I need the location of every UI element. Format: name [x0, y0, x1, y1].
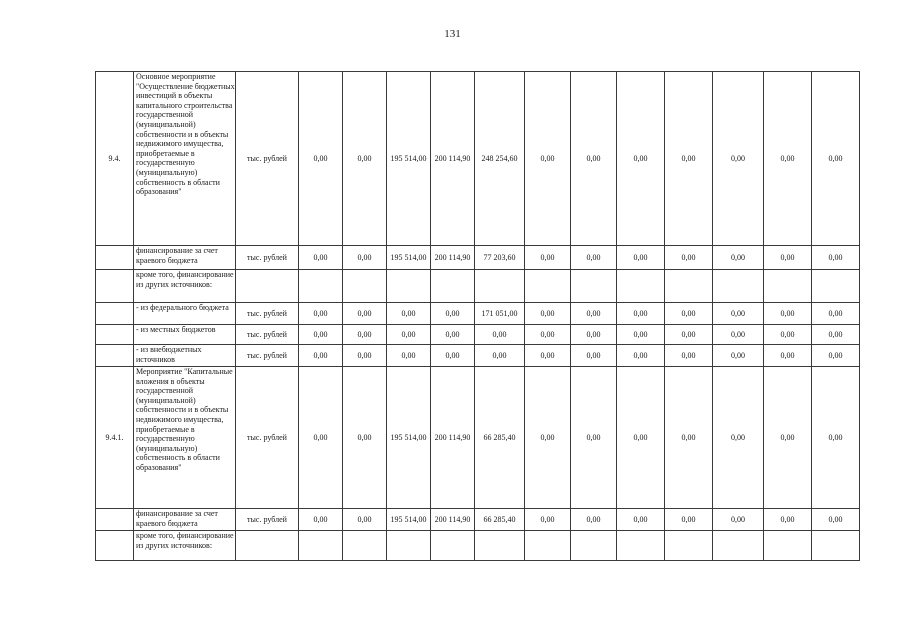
- row-name-cell: - из местных бюджетов: [134, 325, 236, 345]
- value-cell: 0,00: [764, 303, 812, 325]
- value-cell: 195 514,00: [387, 509, 431, 531]
- row-number-cell: [96, 270, 134, 303]
- value-cell: 77 203,60: [475, 246, 525, 270]
- unit-cell: тыс. рублей: [236, 72, 299, 246]
- value-cell: 0,00: [525, 303, 571, 325]
- value-cell: 0,00: [343, 325, 387, 345]
- value-cell: 0,00: [665, 303, 713, 325]
- value-cell: [617, 531, 665, 561]
- value-cell: [764, 270, 812, 303]
- row-number-cell: 9.4.: [96, 72, 134, 246]
- value-cell: 0,00: [299, 367, 343, 509]
- value-cell: 0,00: [431, 303, 475, 325]
- value-cell: 0,00: [764, 345, 812, 367]
- value-cell: 0,00: [812, 345, 860, 367]
- row-number-cell: [96, 303, 134, 325]
- value-cell: 0,00: [713, 367, 764, 509]
- value-cell: 0,00: [571, 345, 617, 367]
- value-cell: 0,00: [713, 325, 764, 345]
- unit-cell: [236, 270, 299, 303]
- value-cell: 0,00: [617, 246, 665, 270]
- value-cell: 0,00: [764, 367, 812, 509]
- value-cell: [431, 531, 475, 561]
- value-cell: 0,00: [525, 72, 571, 246]
- table-row: [96, 367, 860, 509]
- value-cell: 195 514,00: [387, 72, 431, 246]
- value-cell: 0,00: [431, 345, 475, 367]
- value-cell: 0,00: [665, 367, 713, 509]
- row-name-cell: - из федерального бюджета: [134, 303, 236, 325]
- value-cell: [617, 270, 665, 303]
- value-cell: 0,00: [764, 509, 812, 531]
- value-cell: 0,00: [299, 246, 343, 270]
- value-cell: 0,00: [617, 509, 665, 531]
- table-row: [96, 531, 860, 561]
- value-cell: [571, 270, 617, 303]
- value-cell: [431, 270, 475, 303]
- budget-table: [95, 71, 860, 561]
- value-cell: 0,00: [475, 345, 525, 367]
- value-cell: 0,00: [387, 303, 431, 325]
- value-cell: [665, 531, 713, 561]
- value-cell: [713, 270, 764, 303]
- value-cell: 0,00: [812, 509, 860, 531]
- value-cell: 0,00: [665, 345, 713, 367]
- value-cell: 0,00: [713, 345, 764, 367]
- value-cell: 0,00: [525, 325, 571, 345]
- value-cell: 0,00: [764, 325, 812, 345]
- value-cell: 0,00: [343, 72, 387, 246]
- table-row: [96, 270, 860, 303]
- row-name-cell: Основное мероприятие "Осуществление бюджетных инвестиций в объекты капитального строительства государственной (муниципальной) собственности и в объекты недвижимого имущества, приобретаемые в государственную (муниципальную) собственность в области образования": [134, 72, 236, 246]
- row-name-cell: кроме того, финансирование из других источников:: [134, 270, 236, 303]
- value-cell: 0,00: [525, 246, 571, 270]
- unit-cell: тыс. рублей: [236, 303, 299, 325]
- row-name-cell: Мероприятие "Капитальные вложения в объекты государственной (муниципальной) собственности и в объекты недвижимого имущества, приобретаемые в государственную (муниципальную) собственность в области образования": [134, 367, 236, 509]
- table-row: [96, 72, 860, 246]
- value-cell: 0,00: [525, 367, 571, 509]
- value-cell: 0,00: [571, 367, 617, 509]
- value-cell: 0,00: [812, 367, 860, 509]
- value-cell: 0,00: [343, 303, 387, 325]
- table-row: [96, 303, 860, 325]
- value-cell: [343, 531, 387, 561]
- value-cell: [525, 270, 571, 303]
- value-cell: [571, 531, 617, 561]
- value-cell: [812, 270, 860, 303]
- value-cell: [299, 531, 343, 561]
- value-cell: 0,00: [343, 345, 387, 367]
- value-cell: 66 285,40: [475, 509, 525, 531]
- value-cell: 0,00: [299, 509, 343, 531]
- value-cell: 0,00: [812, 72, 860, 246]
- row-name-cell: финансирование за счет краевого бюджета: [134, 246, 236, 270]
- value-cell: 195 514,00: [387, 367, 431, 509]
- value-cell: 0,00: [812, 246, 860, 270]
- value-cell: 0,00: [525, 509, 571, 531]
- value-cell: [812, 531, 860, 561]
- value-cell: [475, 531, 525, 561]
- value-cell: 200 114,90: [431, 72, 475, 246]
- value-cell: 0,00: [571, 509, 617, 531]
- unit-cell: тыс. рублей: [236, 367, 299, 509]
- value-cell: 0,00: [387, 345, 431, 367]
- unit-cell: тыс. рублей: [236, 509, 299, 531]
- row-name-cell: кроме того, финансирование из других источников:: [134, 531, 236, 561]
- row-number-cell: [96, 531, 134, 561]
- value-cell: 0,00: [571, 72, 617, 246]
- value-cell: 0,00: [812, 303, 860, 325]
- value-cell: 0,00: [571, 325, 617, 345]
- value-cell: 0,00: [713, 72, 764, 246]
- value-cell: 0,00: [764, 72, 812, 246]
- value-cell: 0,00: [665, 325, 713, 345]
- unit-cell: тыс. рублей: [236, 246, 299, 270]
- value-cell: 0,00: [571, 246, 617, 270]
- value-cell: 0,00: [617, 72, 665, 246]
- unit-cell: тыс. рублей: [236, 325, 299, 345]
- value-cell: 0,00: [764, 246, 812, 270]
- value-cell: 200 114,90: [431, 509, 475, 531]
- value-cell: [299, 270, 343, 303]
- value-cell: 0,00: [299, 303, 343, 325]
- value-cell: [387, 270, 431, 303]
- value-cell: [764, 531, 812, 561]
- value-cell: 0,00: [475, 325, 525, 345]
- value-cell: 200 114,90: [431, 367, 475, 509]
- value-cell: 200 114,90: [431, 246, 475, 270]
- value-cell: 0,00: [343, 509, 387, 531]
- value-cell: 66 285,40: [475, 367, 525, 509]
- value-cell: 0,00: [343, 246, 387, 270]
- value-cell: 0,00: [713, 246, 764, 270]
- row-number-cell: [96, 325, 134, 345]
- value-cell: 0,00: [812, 325, 860, 345]
- value-cell: 171 051,00: [475, 303, 525, 325]
- unit-cell: тыс. рублей: [236, 345, 299, 367]
- table-row: [96, 345, 860, 367]
- value-cell: 0,00: [525, 345, 571, 367]
- value-cell: [475, 270, 525, 303]
- budget-table-body: [96, 72, 860, 561]
- value-cell: 0,00: [571, 303, 617, 325]
- value-cell: [525, 531, 571, 561]
- row-number-cell: [96, 345, 134, 367]
- value-cell: [343, 270, 387, 303]
- table-row: [96, 325, 860, 345]
- row-number-cell: 9.4.1.: [96, 367, 134, 509]
- value-cell: 0,00: [343, 367, 387, 509]
- row-name-cell: финансирование за счет краевого бюджета: [134, 509, 236, 531]
- row-name-cell: - из внебюджетных источников: [134, 345, 236, 367]
- page-number: 131: [444, 28, 461, 40]
- value-cell: 0,00: [617, 345, 665, 367]
- value-cell: 0,00: [665, 246, 713, 270]
- row-number-cell: [96, 246, 134, 270]
- table-row: [96, 246, 860, 270]
- value-cell: 0,00: [299, 325, 343, 345]
- value-cell: 0,00: [617, 325, 665, 345]
- value-cell: 0,00: [431, 325, 475, 345]
- value-cell: [387, 531, 431, 561]
- row-number-cell: [96, 509, 134, 531]
- value-cell: 195 514,00: [387, 246, 431, 270]
- value-cell: [665, 270, 713, 303]
- unit-cell: [236, 531, 299, 561]
- value-cell: 0,00: [387, 325, 431, 345]
- value-cell: 248 254,60: [475, 72, 525, 246]
- value-cell: 0,00: [665, 72, 713, 246]
- value-cell: [713, 531, 764, 561]
- value-cell: 0,00: [713, 303, 764, 325]
- table-row: [96, 509, 860, 531]
- value-cell: 0,00: [713, 509, 764, 531]
- value-cell: 0,00: [617, 367, 665, 509]
- value-cell: 0,00: [665, 509, 713, 531]
- value-cell: 0,00: [617, 303, 665, 325]
- value-cell: 0,00: [299, 72, 343, 246]
- value-cell: 0,00: [299, 345, 343, 367]
